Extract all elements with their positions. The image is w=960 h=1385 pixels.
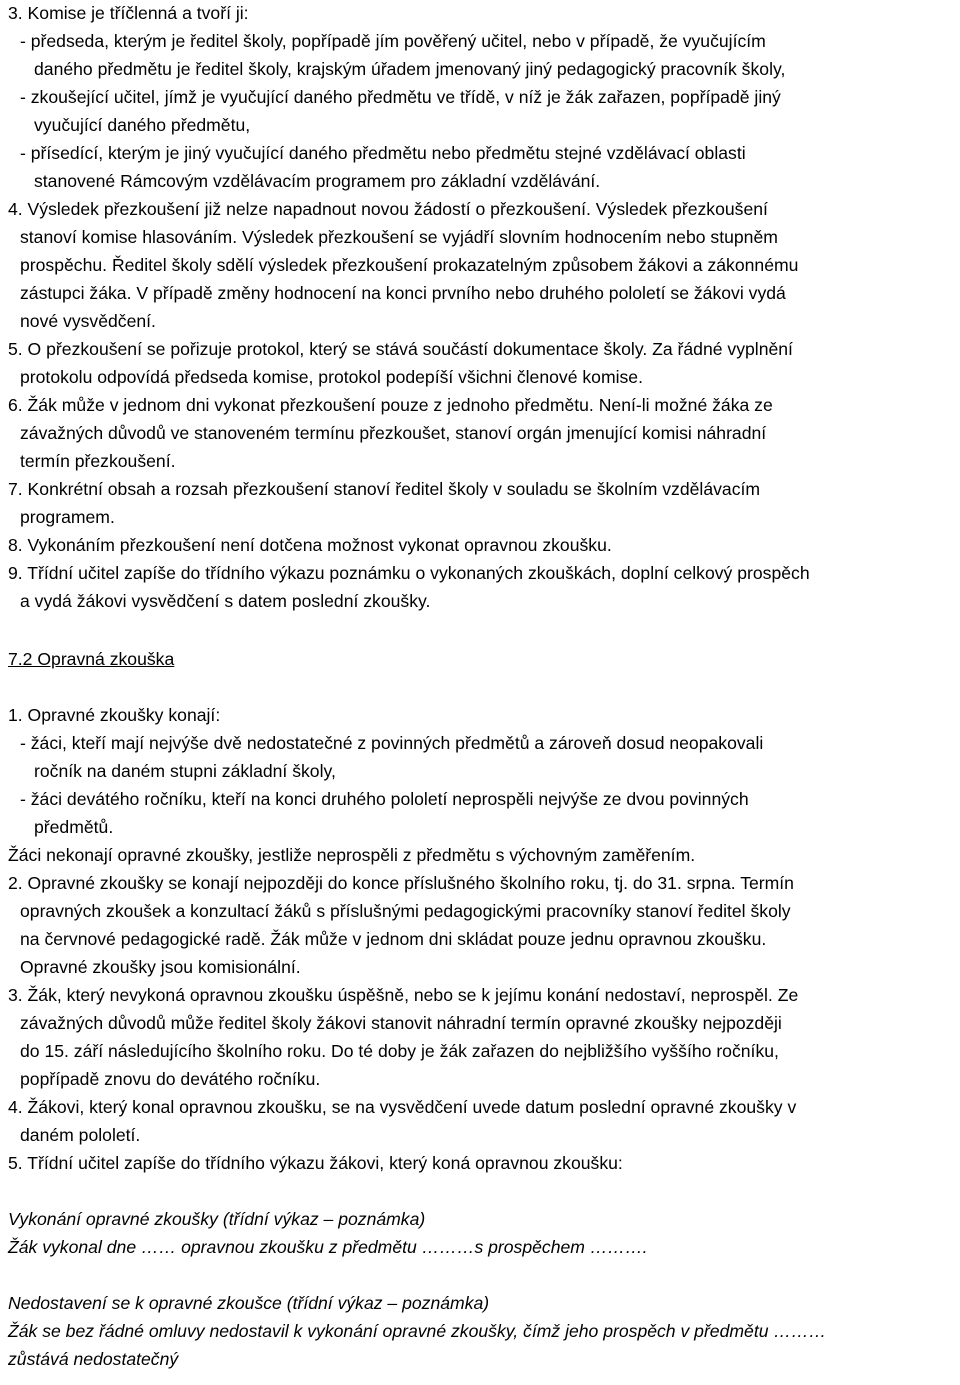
text-line: 5. Třídní učitel zapíše do třídního výkazu žákovi, který koná opravnou zkoušku: [8,1153,623,1173]
italic-note-text: Žák vykonal dne …… opravnou zkoušku z předmětu ………s prospěchem ………. [8,1237,648,1257]
italic-note-text: zůstává nedostatečný [8,1349,179,1369]
text-line: Žáci nekonají opravné zkoušky, jestliže neprospěli z předmětu s výchovným zaměřením. [8,845,696,865]
text-line: stanoví komise hlasováním. Výsledek přezkoušení se vyjádří slovním hodnocením nebo stupněm [20,227,778,247]
text-line: 4. Výsledek přezkoušení již nelze napadnout novou žádostí o přezkoušení. Výsledek přezkoušení [8,199,768,219]
section-heading: 7.2 Opravná zkouška [8,649,175,669]
text-line: daném pololetí. [20,1125,141,1145]
text-line: prospěchu. Ředitel školy sdělí výsledek přezkoušení prokazatelným způsobem žákovi a zákonnému [20,255,799,275]
text-line: 3. Komise je tříčlenná a tvoří ji: [8,3,249,23]
text-line: a vydá žákovi vysvědčení s datem poslední zkoušky. [20,591,431,611]
text-line: na červnové pedagogické radě. Žák může v jednom dni skládat pouze jednu opravnou zkoušku. [20,929,767,949]
text-line: 8. Vykonáním přezkoušení není dotčena možnost vykonat opravnou zkoušku. [8,535,612,555]
text-line: vyučující daného předmětu, [34,115,251,135]
text-line: závažných důvodů může ředitel školy žákovi stanovit náhradní termín opravné zkoušky nejpozději [20,1013,782,1033]
text-line: 3. Žák, který nevykoná opravnou zkoušku úspěšně, nebo se k jejímu konání nedostaví, neprospěl. Ze [8,985,799,1005]
text-line: - žáci devátého ročníku, kteří na konci druhého pololetí neprospěli nejvýše ze dvou povinných [20,789,749,809]
text-line: opravných zkoušek a konzultací žáků s příslušnými pedagogickými pracovníky stanoví ředitel školy [20,901,791,921]
text-line: protokolu odpovídá předseda komise, protokol podepíší všichni členové komise. [20,367,643,387]
text-line: předmětů. [34,817,114,837]
text-line: Opravné zkoušky jsou komisionální. [20,957,301,977]
text-line: - zkoušející učitel, jímž je vyučující daného předmětu ve třídě, v níž je žák zařazen, popřípadě jiný [20,87,781,107]
text-line: - žáci, kteří mají nejvýše dvě nedostatečné z povinných předmětů a zároveň dosud neopakovali [20,733,764,753]
italic-note-title: Nedostavení se k opravné zkoušce (třídní výkaz – poznámka) [8,1293,490,1313]
text-line: 5. O přezkoušení se pořizuje protokol, který se stává součástí dokumentace školy. Za řádné vyplnění [8,339,793,359]
text-line: - přísedící, kterým je jiný vyučující daného předmětu nebo předmětu stejné vzdělávací oblasti [20,143,746,163]
text-line: nové vysvědčení. [20,311,156,331]
text-line: - předseda, kterým je ředitel školy, popřípadě jím pověřený učitel, nebo v případě, že vyučujícím [20,31,766,51]
text-line: 9. Třídní učitel zapíše do třídního výkazu poznámku o vykonaných zkouškách, doplní celkový prospěch [8,563,810,583]
text-line: ročník na daném stupni základní školy, [34,761,336,781]
text-line: závažných důvodů ve stanoveném termínu přezkoušet, stanoví orgán jmenující komisi náhradní [20,423,767,443]
text-line: daného předmětu je ředitel školy, krajským úřadem jmenovaný jiný pedagogický pracovník školy, [34,59,786,79]
text-line: 2. Opravné zkoušky se konají nejpozději do konce příslušného školního roku, tj. do 31. srpna. Termín [8,873,794,893]
text-line: stanovené Rámcovým vzdělávacím programem pro základní vzdělávání. [34,171,601,191]
text-line: programem. [20,507,115,527]
text-line: zástupci žáka. V případě změny hodnocení na konci prvního nebo druhého pololetí se žákovi vydá [20,283,786,303]
text-line: 6. Žák může v jednom dni vykonat přezkoušení pouze z jednoho předmětu. Není-li možné žáka ze [8,395,773,415]
text-line: 7. Konkrétní obsah a rozsah přezkoušení stanoví ředitel školy v souladu se školním vzdělávacím [8,479,761,499]
italic-note-title: Vykonání opravné zkoušky (třídní výkaz – poznámka) [8,1209,426,1229]
text-line: do 15. září následujícího školního roku. Do té doby je žák zařazen do nejbližšího vyššího ročníku, [20,1041,779,1061]
text-line: 4. Žákovi, který konal opravnou zkoušku, se na vysvědčení uvede datum poslední opravné zkoušky v [8,1097,797,1117]
text-line: termín přezkoušení. [20,451,176,471]
text-line: popřípadě znovu do devátého ročníku. [20,1069,321,1089]
italic-note-text: Žák se bez řádné omluvy nedostavil k vykonání opravné zkoušky, čímž jeho prospěch v předmětu ……… [8,1321,827,1341]
text-line: 1. Opravné zkoušky konají: [8,705,221,725]
